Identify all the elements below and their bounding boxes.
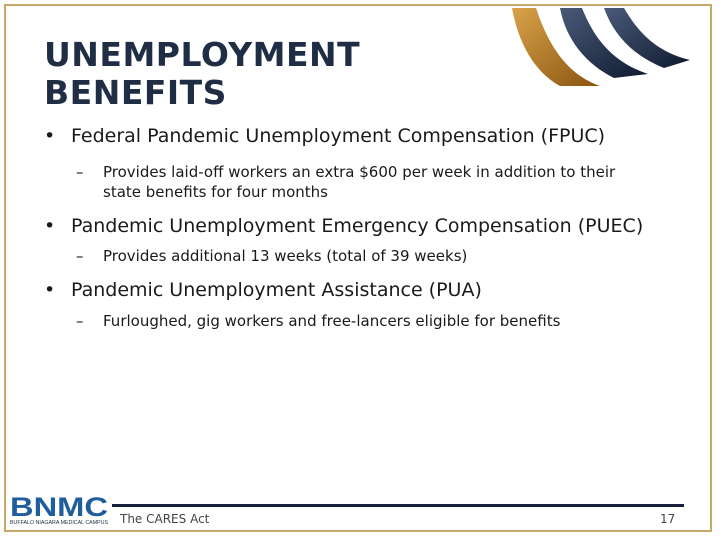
sub-bullet-marker: – [76, 247, 84, 265]
sub-bullet-item [76, 162, 676, 202]
logo-subtext: BUFFALO NIAGARA MEDICAL CAMPUS [10, 520, 109, 526]
sub-bullet-line: Provides laid-off workers an extra $600 per week in addition to their [103, 163, 616, 181]
page-number: 17 [660, 512, 676, 526]
title-line: UNEMPLOYMENT [44, 35, 361, 74]
footer-title: The CARES Act [120, 512, 210, 526]
sub-bullet-marker: – [76, 312, 84, 330]
slide-title [44, 36, 360, 112]
bullet-marker: • [44, 279, 56, 301]
bullet-item [44, 124, 605, 148]
bullet-marker: • [44, 125, 56, 147]
sub-bullet-marker: – [76, 163, 84, 181]
sub-bullet-line: Provides additional 13 weeks (total of 39 weeks) [103, 247, 468, 265]
title-line: BENEFITS [44, 73, 227, 112]
sub-bullet-item [76, 311, 676, 331]
bullet-item [44, 214, 643, 238]
bullet-marker: • [44, 215, 56, 237]
bullet-text: Pandemic Unemployment Emergency Compensation (PUEC) [71, 215, 644, 237]
sub-bullet-item [76, 246, 676, 266]
bnmc-logo [10, 490, 110, 528]
sub-bullet-line: Furloughed, gig workers and free-lancers eligible for benefits [103, 312, 561, 330]
bullet-text: Federal Pandemic Unemployment Compensation (FPUC) [71, 125, 606, 147]
footer-divider [112, 504, 684, 507]
bullet-text: Pandemic Unemployment Assistance (PUA) [71, 279, 482, 301]
logo-wordmark: BNMC [10, 492, 108, 522]
bullet-item [44, 278, 482, 302]
sub-bullet-line: state benefits for four months [103, 183, 328, 201]
